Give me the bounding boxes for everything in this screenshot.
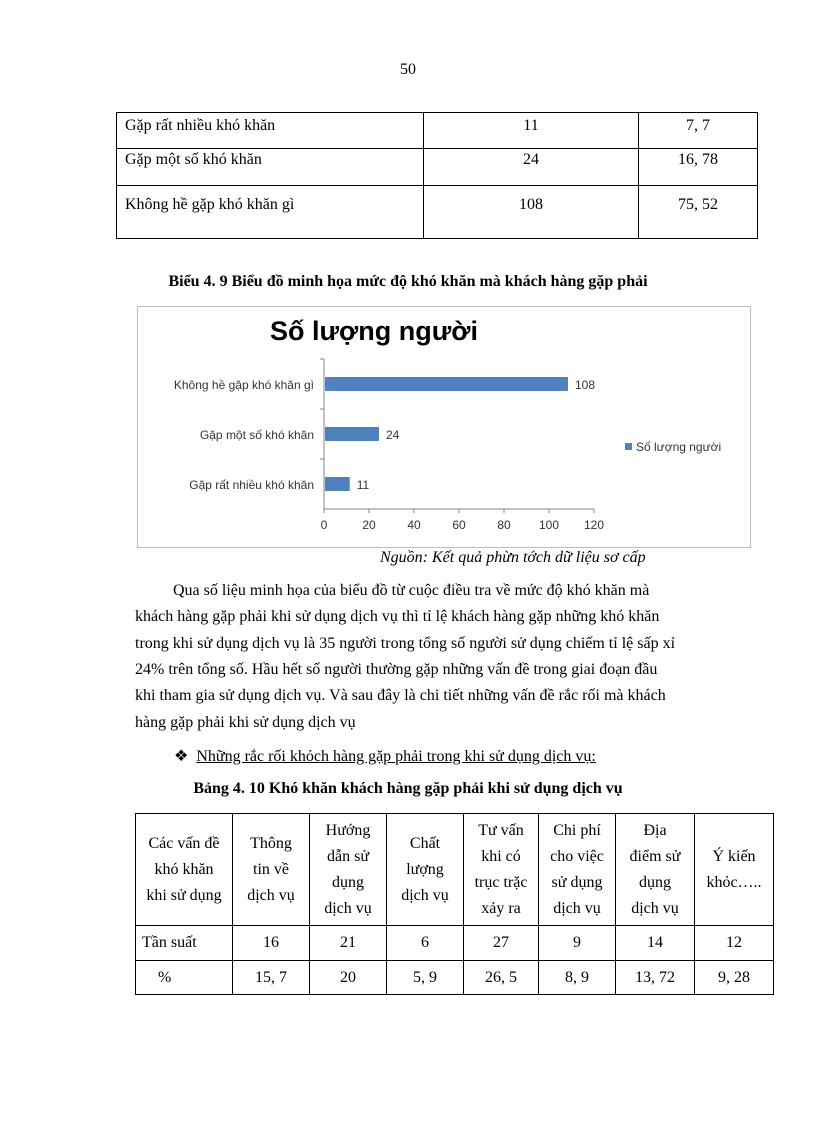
- table-cell: 20: [310, 961, 387, 995]
- table-cell: 12: [695, 926, 774, 961]
- x-tick-label: 120: [583, 518, 605, 532]
- bar: [325, 377, 568, 391]
- header-line: dẫn sử: [327, 847, 369, 865]
- header-line: lượng: [406, 860, 444, 878]
- legend-swatch: [625, 443, 632, 450]
- table-cell: %: [136, 961, 233, 995]
- header-cell: [616, 814, 695, 926]
- table-cell: 27: [464, 926, 539, 961]
- table-cell: 7, 7: [639, 113, 758, 149]
- difficulties-detail-table: [135, 813, 774, 995]
- header-line: điểm sử: [629, 847, 681, 865]
- header-line: Tư vấn: [478, 821, 524, 839]
- header-line: khó khăn: [154, 860, 214, 878]
- header-line: dịch vụ: [631, 899, 679, 917]
- header-cell: [539, 814, 616, 926]
- header-line: Hướng: [325, 821, 371, 839]
- bullet-item: [174, 746, 596, 766]
- header-line: cho việc: [550, 847, 604, 865]
- table-cell: Không hề gặp khó khăn gì: [117, 186, 424, 239]
- data-label: 108: [575, 378, 596, 392]
- table-cell: 9: [539, 926, 616, 961]
- header-line: Chi phí: [553, 821, 601, 839]
- table-row: [117, 186, 758, 239]
- table-row: [117, 149, 758, 186]
- x-tick-label: 60: [452, 518, 466, 532]
- table-cell: 26, 5: [464, 961, 539, 995]
- paragraph-line: khi tham gia sử dụng dịch vụ. Và sau đây là chi tiết những vấn đề rắc rối mà khách: [135, 687, 666, 704]
- table-cell: 16: [233, 926, 310, 961]
- table-cell: 6: [387, 926, 464, 961]
- header-line: Địa: [643, 821, 667, 839]
- table-row: [117, 113, 758, 149]
- table-cell: 11: [424, 113, 639, 149]
- table-cell: 9, 28: [695, 961, 774, 995]
- table-caption: Bảng 4. 10 Khó khăn khách hàng gặp phải khi sử dụng dịch vụ: [193, 780, 623, 797]
- table-cell: 15, 7: [233, 961, 310, 995]
- data-label: 24: [386, 428, 400, 442]
- header-line: Chất: [409, 834, 441, 852]
- x-tick-label: 0: [320, 518, 328, 532]
- header-line: xảy ra: [481, 899, 521, 917]
- diamond-bullet-icon: ❖: [174, 748, 189, 765]
- bar-chart: [138, 307, 750, 547]
- source-note: Nguồn: Kết quả phừn tớch dữ liệu sơ cấp: [380, 549, 646, 566]
- header-line: sử dụng: [551, 873, 603, 891]
- header-line: tin về: [253, 860, 289, 878]
- header-line: Các vấn đề: [148, 834, 220, 852]
- category-label: Không hề gặp khó khăn gì: [173, 378, 314, 392]
- header-cell: [136, 814, 233, 926]
- header-line: trục trặc: [474, 873, 528, 891]
- header-line: Ý kiến: [712, 847, 756, 865]
- header-cell: [310, 814, 387, 926]
- header-line: dụng: [332, 873, 364, 891]
- chart-caption: Biểu 4. 9 Biểu đồ minh họa mức độ khó khăn mà khách hàng gặp phải: [168, 273, 648, 290]
- table-cell: Tần suất: [136, 926, 233, 961]
- table-cell: 8, 9: [539, 961, 616, 995]
- table-cell: 5, 9: [387, 961, 464, 995]
- header-line: khỏc…..: [706, 873, 762, 891]
- bar: [325, 477, 350, 491]
- header-cell: [464, 814, 539, 926]
- table-header-row: [136, 814, 774, 926]
- paragraph-line: trong khi sử dụng dịch vụ là 35 người trong tổng số người sử dụng chiếm tỉ lệ sấp xỉ: [135, 635, 676, 652]
- header-line: Thông: [250, 834, 292, 852]
- header-line: dịch vụ: [553, 899, 601, 917]
- header-line: dịch vụ: [324, 899, 372, 917]
- table-cell: 108: [424, 186, 639, 239]
- paragraph-line: hàng gặp phải khi sử dụng dịch vụ: [135, 714, 356, 731]
- header-line: khi sử dụng: [146, 886, 222, 904]
- x-tick-label: 80: [497, 518, 511, 532]
- table-cell: 13, 72: [616, 961, 695, 995]
- table-cell: 75, 52: [639, 186, 758, 239]
- category-label: Gặp một số khó khăn: [199, 428, 314, 442]
- bullet-text: Những rắc rối khỏch hàng gặp phải trong khi sử dụng dịch vụ:: [196, 748, 596, 765]
- x-tick-label: 40: [407, 518, 421, 532]
- table-row: [136, 961, 774, 995]
- table-cell: Gặp rất nhiều khó khăn: [117, 113, 424, 149]
- header-cell: [695, 814, 774, 926]
- table-cell: 21: [310, 926, 387, 961]
- header-cell: [387, 814, 464, 926]
- bar: [325, 427, 379, 441]
- header-line: dịch vụ: [401, 886, 449, 904]
- header-line: dịch vụ: [247, 886, 295, 904]
- header-cell: [233, 814, 310, 926]
- table-cell: 24: [424, 149, 639, 186]
- chart-frame: [137, 306, 751, 548]
- table-cell: Gặp một số khó khăn: [117, 149, 424, 186]
- table-cell: 14: [616, 926, 695, 961]
- table-row: [136, 926, 774, 961]
- table-cell: 16, 78: [639, 149, 758, 186]
- legend-label: Số lượng người: [636, 440, 722, 454]
- paragraph-line: Qua số liệu minh họa của biểu đồ từ cuộc điều tra về mức độ khó khăn mà: [173, 582, 650, 599]
- x-tick-label: 20: [362, 518, 376, 532]
- data-label: 11: [356, 478, 370, 492]
- difficulty-summary-table: [116, 112, 758, 239]
- header-line: khi có: [481, 847, 521, 865]
- category-label: Gặp rất nhiều khó khăn: [189, 478, 314, 492]
- paragraph-line: khách hàng gặp phải khi sử dụng dịch vụ thì tỉ lệ khách hàng gặp những khó khăn: [135, 608, 660, 625]
- x-tick-label: 100: [538, 518, 560, 532]
- chart-title: Số lượng người: [270, 316, 478, 346]
- page-number: 50: [400, 61, 416, 78]
- paragraph-line: 24% trên tổng số. Hầu hết số người thường gặp những vấn đề trong giai đoạn đầu: [135, 661, 658, 678]
- header-line: dụng: [639, 873, 671, 891]
